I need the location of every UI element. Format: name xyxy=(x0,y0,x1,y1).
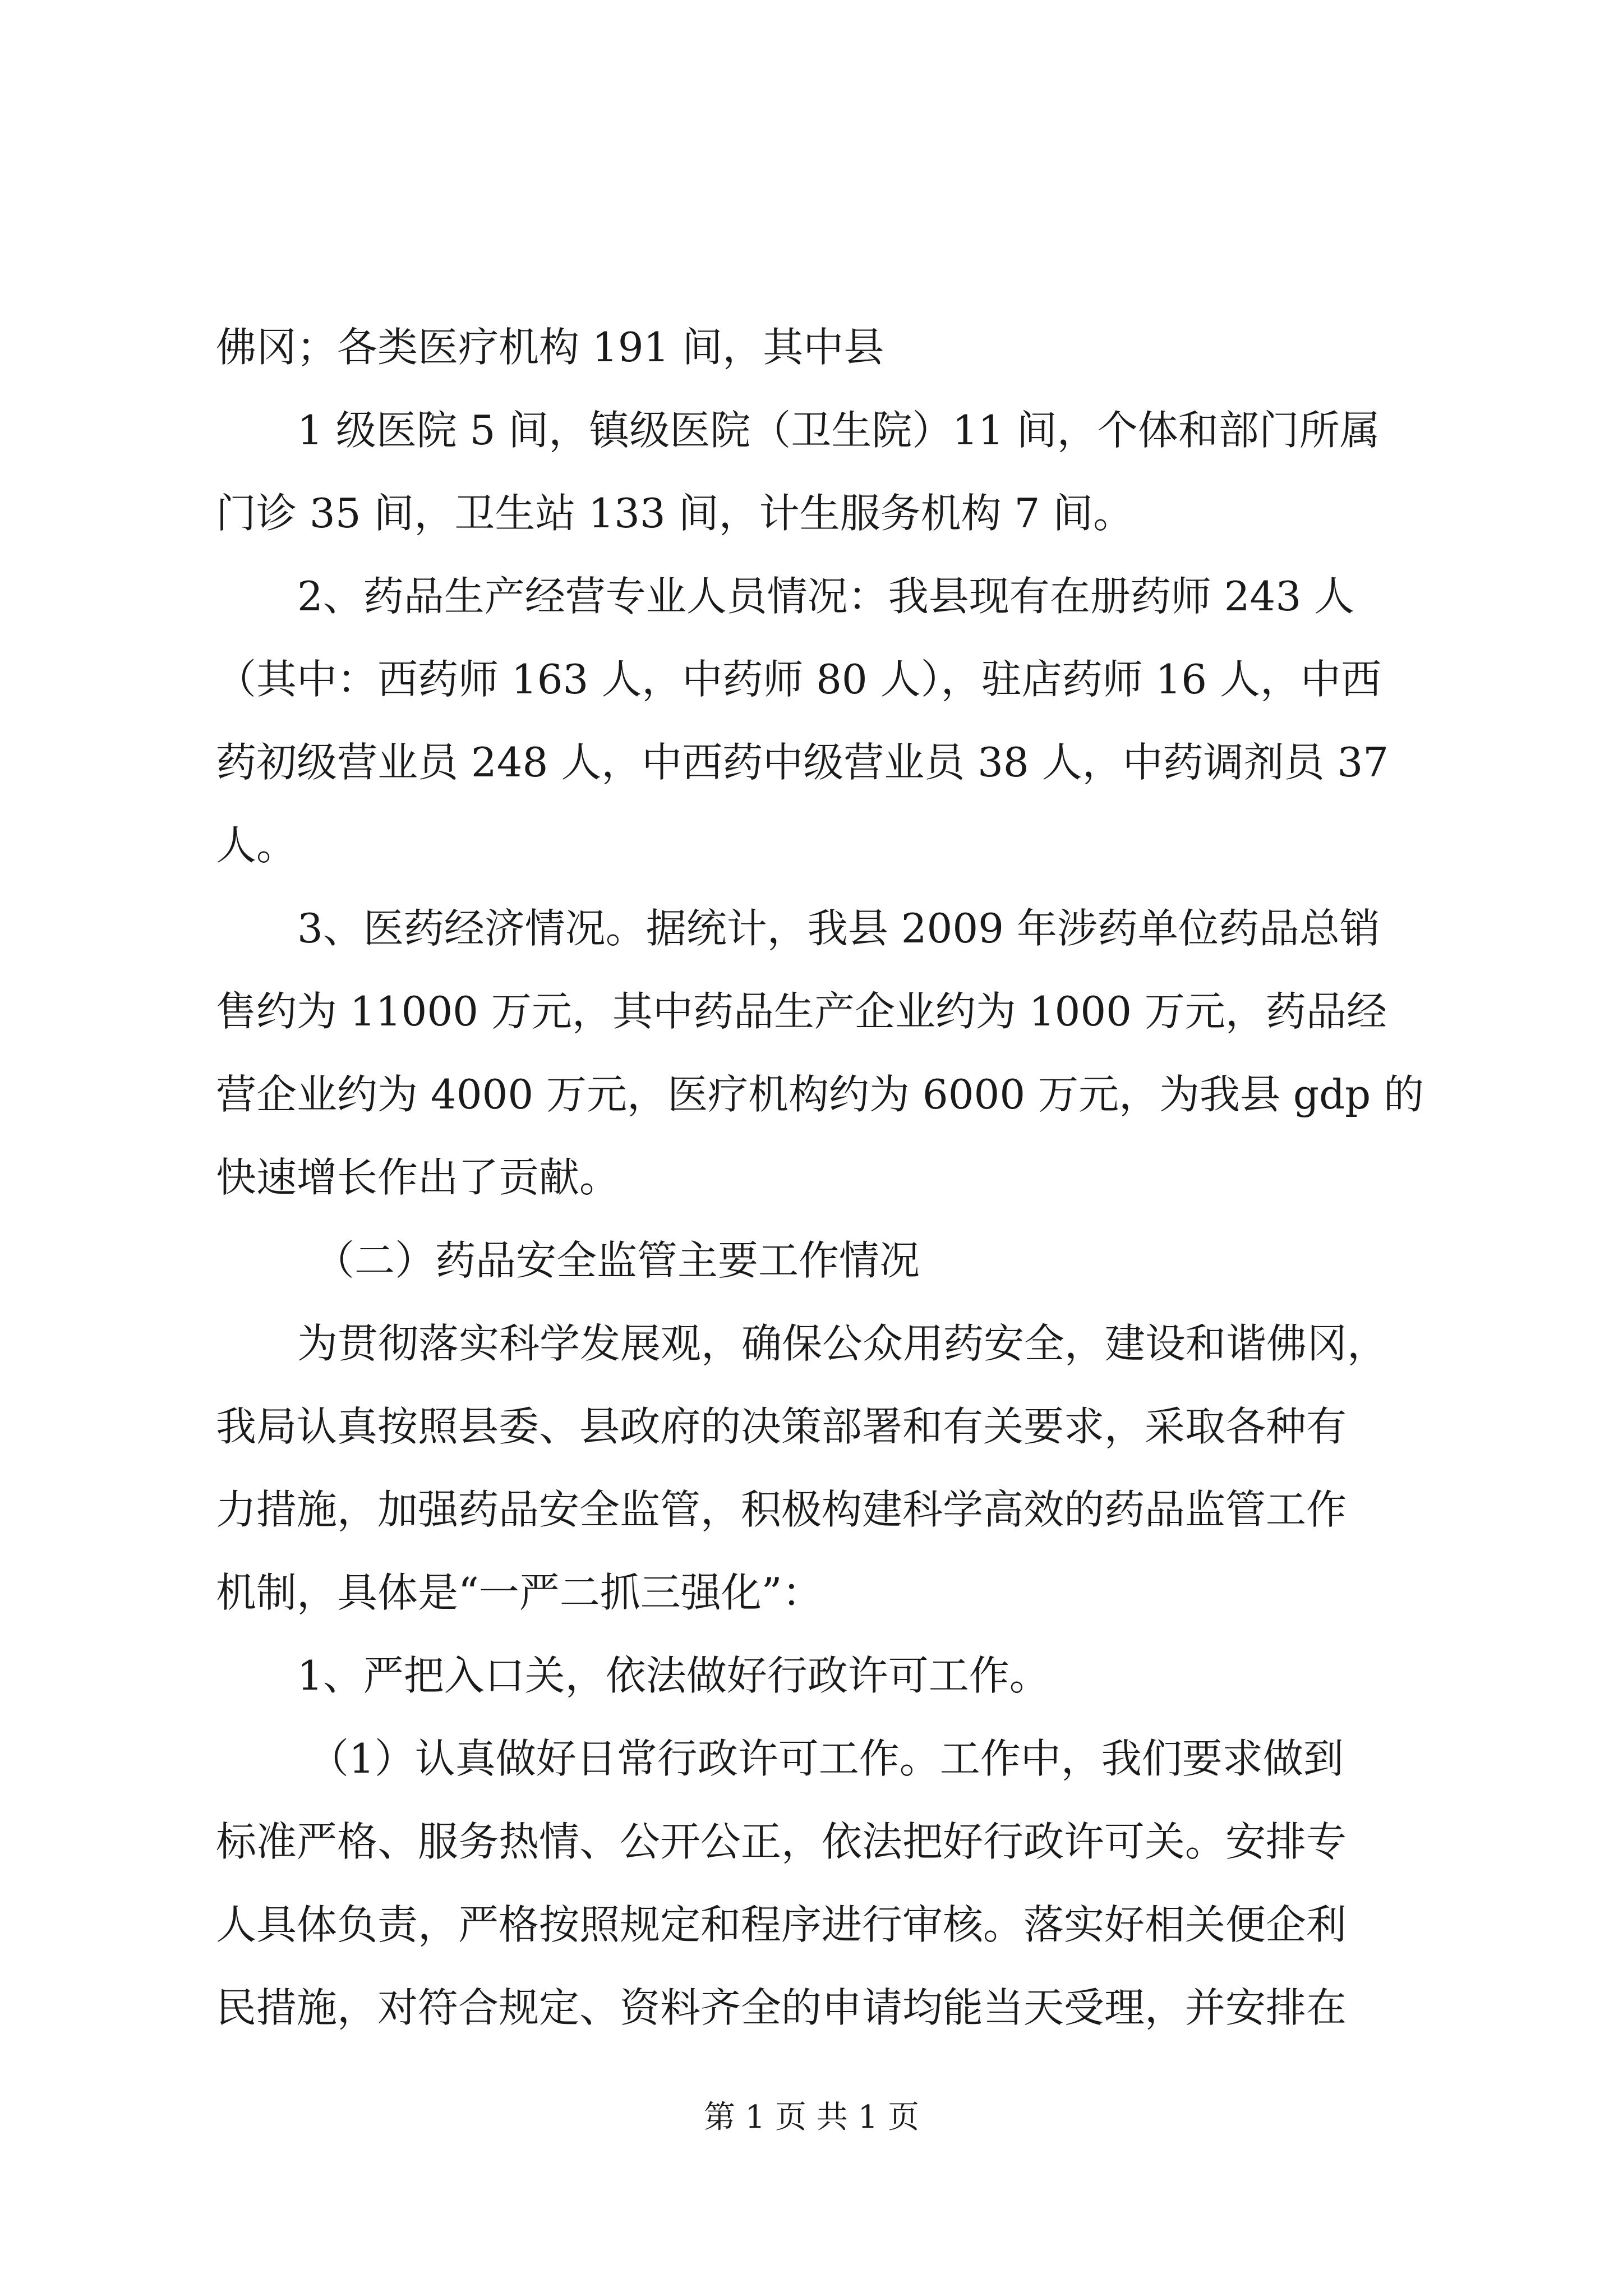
paragraph-line: 标准严格、服务热情、公开公正，依法把好行政许可关。安排专 xyxy=(216,1818,1347,1865)
paragraph-line: 佛冈；各类医疗机构 191 间，其中县 xyxy=(216,324,884,371)
paragraph-line: 人具体负责，严格按照规定和程序进行审核。落实好相关便企利 xyxy=(216,1901,1347,1948)
page-footer xyxy=(0,2095,1623,2140)
paragraph-line: 快速增长作出了贡献。 xyxy=(216,1154,620,1201)
paragraph-line: 力措施，加强药品安全监管，积极构建科学高效的药品监管工作 xyxy=(216,1486,1347,1533)
paragraph-line: 1 级医院 5 间，镇级医院（卫生院）11 间，个体和部门所属 xyxy=(297,407,1380,454)
paragraph-line: 门诊 35 间，卫生站 133 间，计生服务机构 7 间。 xyxy=(216,490,1134,537)
paragraph-line: 2、药品生产经营专业人员情况：我县现有在册药师 243 人 xyxy=(297,573,1355,620)
paragraph-line: 营企业约为 4000 万元，医疗机构约为 6000 万元，为我县 gdp 的 xyxy=(216,1071,1424,1118)
page-number-label: 第 1 页 共 1 页 xyxy=(703,2099,920,2136)
paragraph-line: 机制，具体是“一严二抓三强化”： xyxy=(216,1569,823,1616)
paragraph-line: 3、医药经济情况。据统计，我县 2009 年涉药单位药品总销 xyxy=(297,905,1380,952)
paragraph-line: 售约为 11000 万元，其中药品生产企业约为 1000 万元，药品经 xyxy=(216,988,1387,1035)
paragraph-line: 为贯彻落实科学发展观，确保公众用药安全，建设和谐佛冈， xyxy=(297,1320,1388,1367)
subsection-heading: 1、严把入口关，依法做好行政许可工作。 xyxy=(297,1652,1050,1699)
paragraph-line: 药初级营业员 248 人，中西药中级营业员 38 人，中药调剂员 37 xyxy=(216,739,1389,786)
paragraph-line: （1）认真做好日常行政许可工作。工作中，我们要求做到 xyxy=(308,1735,1344,1782)
body-text xyxy=(216,306,1424,2049)
paragraph-line: （其中：西药师 163 人，中药师 80 人），驻店药师 16 人，中西 xyxy=(216,656,1381,703)
paragraph-line: 我局认真按照县委、县政府的决策部署和有关要求，采取各种有 xyxy=(216,1403,1347,1450)
paragraph-line: 人。 xyxy=(216,822,297,869)
paragraph-line: 民措施，对符合规定、资料齐全的申请均能当天受理，并安排在 xyxy=(216,1984,1347,2031)
section-heading: （二）药品安全监管主要工作情况 xyxy=(314,1237,920,1284)
